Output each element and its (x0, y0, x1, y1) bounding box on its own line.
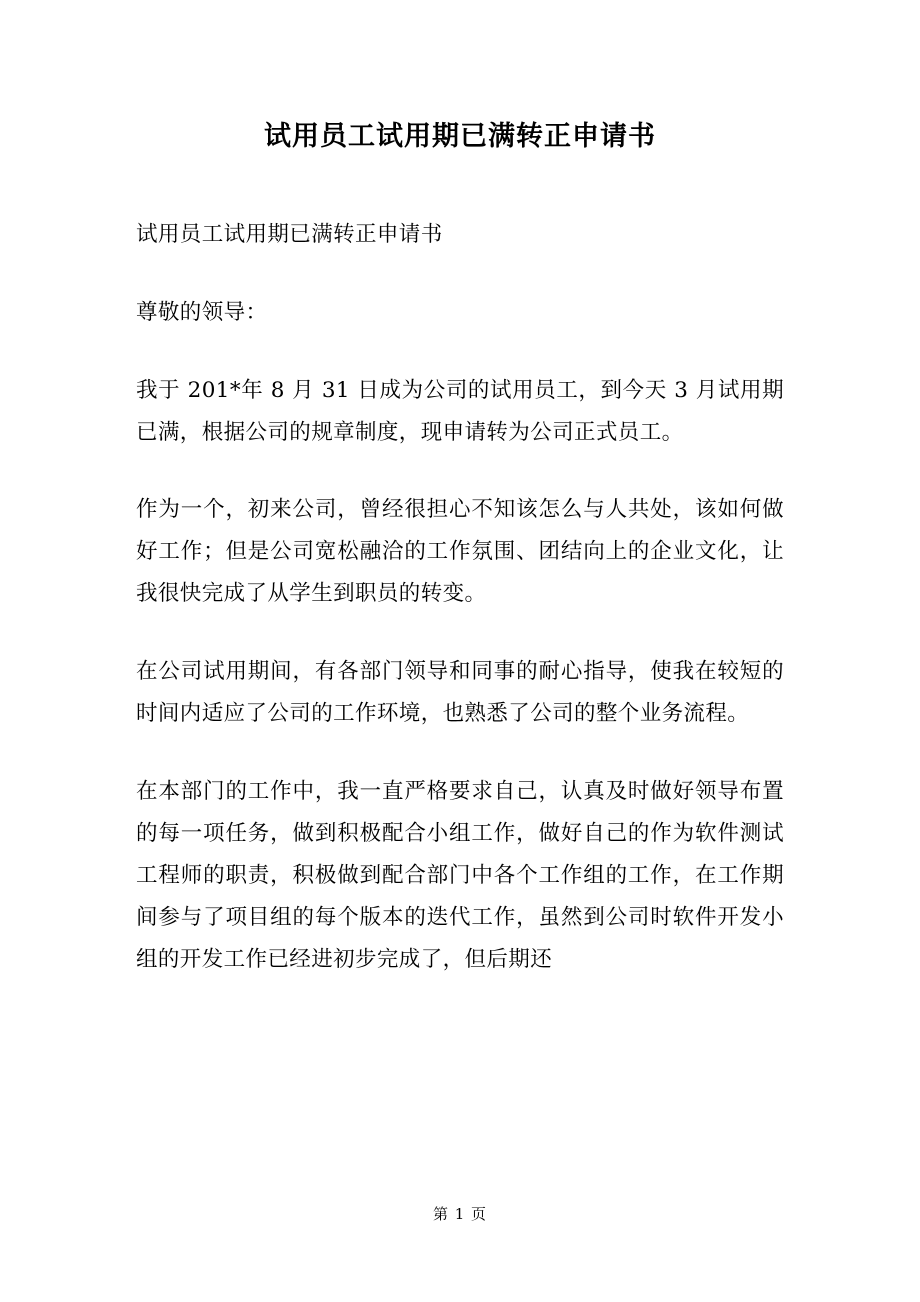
paragraph-1: 我于 201*年 8 月 31 日成为公司的试用员工，到今天 3 月试用期已满，根据公司的规章制度，现申请转为公司正式员工。 (136, 377, 784, 445)
paragraph-3: 在公司试用期间，有各部门领导和同事的耐心指导，使我在较短的时间内适应了公司的工作环境，也熟悉了公司的整个业务流程。 (136, 659, 784, 727)
paragraph-salutation: 尊敬的领导： (136, 299, 268, 325)
page-title: 试用员工试用期已满转正申请书 (264, 121, 656, 152)
paragraph-4: 在本部门的工作中，我一直严格要求自己，认真及时做好领导布置的每一项任务，做到积极配合小组工作，做好自己的作为软件测试工程师的职责，积极做到配合部门中各个工作组的工作，在工作期间参与了项目组的每个版本的迭代工作，虽然到公司时软件开发小组的开发工作已经进初步完成了，但后期还 (136, 779, 784, 972)
paragraph-subtitle: 试用员工试用期已满转正申请书 (136, 221, 443, 247)
paragraph-spacer (136, 735, 784, 771)
document-body (136, 156, 784, 981)
paragraph-spacer (136, 334, 784, 370)
paragraph-spacer (136, 256, 784, 292)
page-footer: 第 1 页 (432, 1205, 488, 1223)
paragraph-spacer (136, 453, 784, 489)
paragraph-2: 作为一个，初来公司，曾经很担心不知该怎么与人共处，该如何做好工作；但是公司宽松融洽的工作氛围、团结向上的企业文化，让我很快完成了从学生到职员的转变。 (136, 497, 784, 607)
paragraph-spacer (136, 615, 784, 651)
